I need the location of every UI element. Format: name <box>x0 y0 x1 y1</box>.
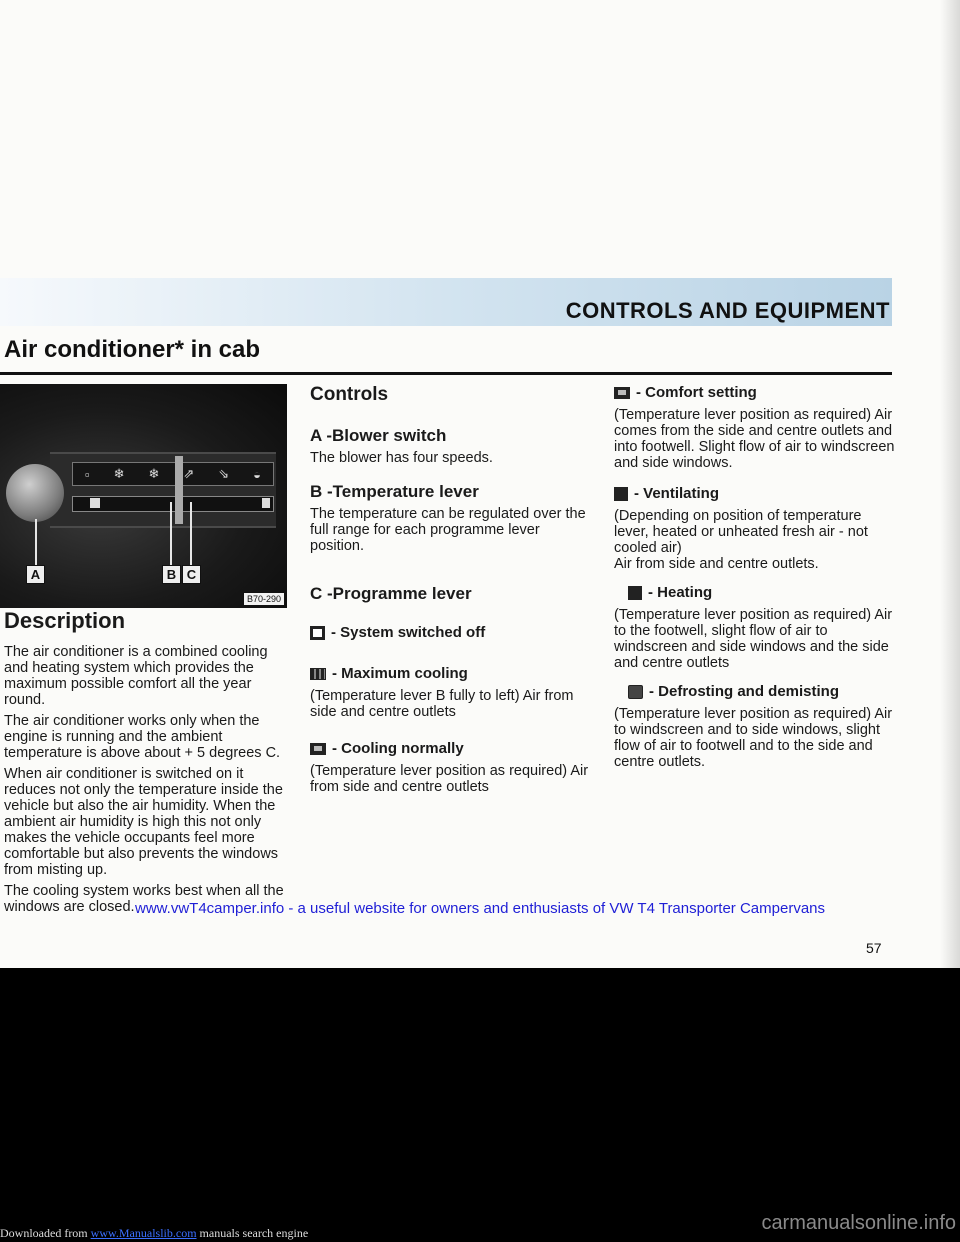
blower-switch-heading: A -Blower switch <box>310 426 447 445</box>
ventilating-icon <box>614 487 628 501</box>
description-heading: Description <box>4 608 126 633</box>
site-note-link[interactable]: www.vwT4camper.info - a useful website for owners and enthusiasts of VW T4 Transporter Campervans <box>134 900 826 917</box>
controls-column <box>310 384 592 795</box>
description-paragraph: The cooling system works best when all the windows are closed. <box>4 883 284 915</box>
callout-line-a <box>35 519 37 567</box>
comfort-setting-icon <box>614 387 630 399</box>
heating-label: - Heating <box>648 584 713 601</box>
cooling-icon: ❄ <box>148 466 160 481</box>
snowflake-icon: ❄ <box>113 466 125 481</box>
system-off-heading <box>310 624 592 641</box>
programme-lever-heading: C -Programme lever <box>310 584 472 603</box>
section-title: CONTROLS AND EQUIPMENT <box>565 298 890 323</box>
description-column <box>4 608 286 920</box>
comfort-setting-heading <box>614 384 896 401</box>
page-edge-shadow <box>940 0 960 968</box>
temperature-lever-heading: B -Temperature lever <box>310 482 479 501</box>
cooling-normally-heading <box>310 740 592 757</box>
cooling-normally-icon <box>310 743 326 755</box>
callout-b: B <box>162 565 181 584</box>
callout-a: A <box>26 565 45 584</box>
comfort-setting-label: - Comfort setting <box>636 384 757 401</box>
settings-column <box>614 384 896 770</box>
temperature-track <box>72 496 274 512</box>
system-off-icon <box>310 626 325 640</box>
watermark: carmanualsonline.info <box>761 1212 956 1234</box>
download-prefix: Downloaded from <box>0 1226 88 1240</box>
callout-line-c <box>190 502 192 567</box>
callout-line-b <box>170 502 172 567</box>
temperature-lever-text: The temperature can be regulated over the full range for each programme lever position. <box>310 506 586 554</box>
blower-switch-text: The blower has four speeds. <box>310 450 493 466</box>
callout-c: C <box>182 565 201 584</box>
maximum-cooling-icon <box>310 668 326 680</box>
manualslib-link[interactable]: www.Manualslib.com <box>90 1226 197 1240</box>
defrost-icon: ◒ <box>253 466 261 482</box>
comfort-setting-text: (Temperature lever position as required) Air comes from the side and centre outlets and into footwell. Slight flow of air to windscreen and side windows. <box>614 407 895 471</box>
defrosting-label: - Defrosting and demisting <box>649 683 840 700</box>
track-end-marker <box>262 498 270 508</box>
heating-icon <box>628 586 642 600</box>
system-off-label: - System switched off <box>331 624 486 641</box>
defrosting-text: (Temperature lever position as required) Air to windscreen and to side windows, slight flow of air to footwell and to the side and centre outlets. <box>614 706 893 770</box>
figure-code: B70-290 <box>243 592 285 606</box>
heating-text: (Temperature lever position as required) Air to the footwell, slight flow of air to windscreen and side windows and the side and centre outlets <box>614 607 893 671</box>
download-suffix: manuals search engine <box>199 1226 309 1240</box>
control-panel-photo <box>0 384 287 608</box>
cooling-normally-label: - Cooling normally <box>332 740 464 757</box>
maximum-cooling-heading <box>310 665 592 682</box>
heating-heading <box>614 584 896 601</box>
mode-icons-strip <box>72 462 274 486</box>
description-paragraph: The air conditioner is a combined cooling and heating system which provides the maximum possible comfort all the year round. <box>4 644 268 708</box>
ventilating-text: (Depending on position of temperature lever, heated or unheated fresh air - not cooled air) <box>614 508 868 556</box>
download-notice <box>0 1226 308 1241</box>
ventilating-label: - Ventilating <box>634 485 720 502</box>
blower-dial-icon <box>6 464 64 522</box>
maximum-cooling-label: - Maximum cooling <box>332 665 468 682</box>
off-icon: ▫ <box>84 466 90 482</box>
programme-lever <box>175 456 183 524</box>
description-paragraph: When air conditioner is switched on it reduces not only the temperature inside the vehicle but also the air humidity. When the ambient air humidity is high this not only makes the vehicle occupants feel more comfortable but also prevents the windows from misting up. <box>4 766 283 878</box>
maximum-cooling-text: (Temperature lever B fully to left) Air from side and centre outlets <box>310 688 574 720</box>
temperature-knob <box>90 498 100 508</box>
heat-icon: ⇘ <box>218 466 230 481</box>
cooling-normally-text: (Temperature lever position as required) Air from side and centre outlets <box>310 763 589 795</box>
page-title: Air conditioner* in cab <box>4 336 261 363</box>
title-rule <box>0 372 892 375</box>
controls-heading: Controls <box>310 384 389 405</box>
description-paragraph: The air conditioner works only when the engine is running and the ambient temperature is above about + 5 degrees C. <box>4 713 281 761</box>
ventilating-heading <box>614 485 896 502</box>
ventilating-outlets-text: Air from side and centre outlets. <box>614 556 819 572</box>
vent-icon: ⇗ <box>183 466 195 481</box>
defrost-icon <box>628 685 643 699</box>
defrosting-heading <box>614 683 896 700</box>
page-number: 57 <box>866 940 882 956</box>
